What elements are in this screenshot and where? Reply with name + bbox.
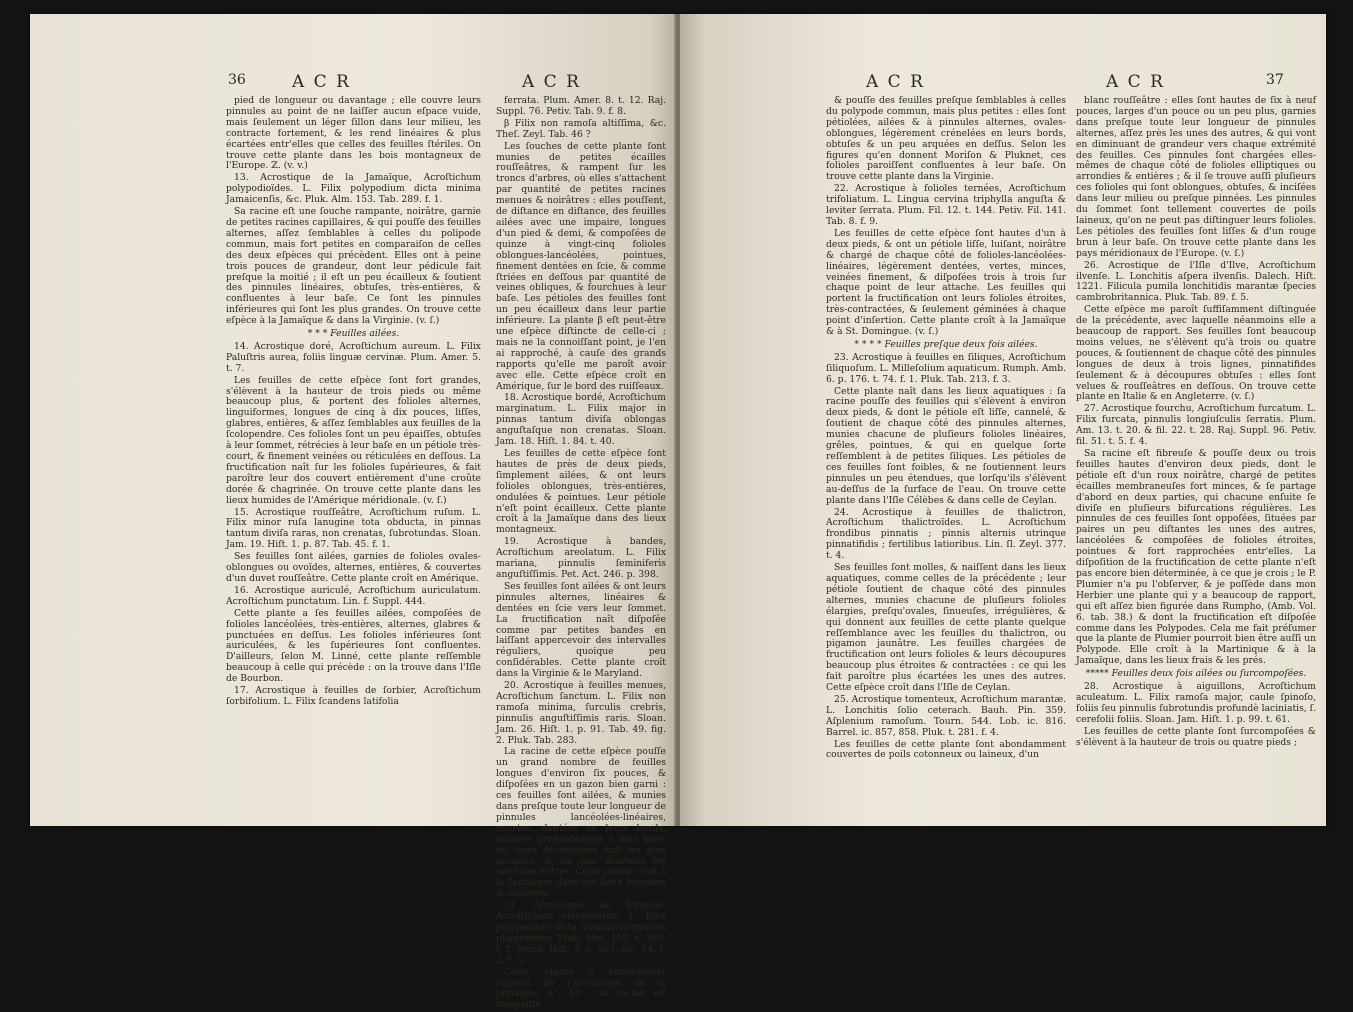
entry-paragraph: Ses feuilles ſont molles, & naiſſent dans les lieux aquatiques, comme celles de la précédente ; leur pétiole ſoutient de chaque côté des pinnules alternes, munies chacune de pluſieurs folioles élargies, preſqu'ovales, ſinueuſes, irrégulières, & qui donnent aux feuilles de cette plante quelque reſſemblance avec les feuilles du thalictron, ou pigamon jaunâtre. Les feuilles chargées de fructification ont leurs folioles & leurs découpures beaucoup plus étroites & contractées : ce qui les fait paroître plus écartées les unes des autres. Cette eſpèce croît dans l'Iſle de Ceylan.: [826, 562, 1066, 694]
page-number: 37: [1266, 72, 1284, 88]
entry-paragraph: 16. Acrostique auriculé, Acroſtichum auriculatum. Acroſtichum punctatum. Lin. f. Suppl. 444.: [226, 584, 481, 607]
entry-paragraph: 21. Acrostique de Virginie, Acroſtichum platyneuron. L. Filix polypodium dicta minima virginiana platyneuros. Pluk. Alm. 153. t. 289. f. 2. Moriſ. Hiſt. 3. p. 563. ſec. 14. t. 2. f. 5.: [496, 900, 666, 966]
running-head: A C R: [866, 72, 925, 92]
entry-paragraph: Sa racine eſt fibreuſe & pouſſe deux ou trois feuilles hautes d'environ deux pieds, dont le pétiole eſt d'un roux noirâtre, chargé de petites écailles membraneuſes fort minces, & ſe partage d'abord en deux parties, qui chacune enſuite ſe diviſe en pluſieurs bifurcations régulières. Les pinnules de ces feuilles ſont oppoſées, ſituées par paires un peu diſtantes les unes des autres, lancéolées & compoſées de folioles étroites, pointues & fort rapprochées entr'elles. La diſpoſition de la fructification de cette plante n'eſt pas encore bien déterminée, à ce que je crois ; le P. Plumier n'a pu l'obſerver, & je poſſède dans mon Herbier une plante qui y a beaucoup de rapport, qui eſt aſſez bien figurée dans Rumpho, (Amb. Vol. 6. tab. 38.) & dont la fructification eſt diſpoſée comme dans les Polypodes. Cela me fait préſumer que la plante de Plumier pourroit bien être auſſi un Polypode. Elle croît à la Martinique & à la Jamaïque, dans les lieux frais & les prés.: [1076, 448, 1316, 667]
entry-paragraph: 15. Acrostique rouſſeâtre, Acroſtichum ruſum. L. Filix minor ruſa lanugine tota obducta, in pinnas tantum diviſa raras, non crenatas, ſubrotundas. Sloan. Jam. 19. Hiſt. 1. p. 87. Tab. 45. f. 1.: [226, 506, 481, 551]
entry-paragraph: Les feuilles de cette eſpèce ſont fort grandes, s'élèvent à la hauteur de trois pieds ou même beaucoup plus, & portent des folioles alternes, linguiformes, longues de cinq à dix pouces, liſſes, glabres, entières, & aſſez ſemblables aux feuilles de la ſcolopendre. Ces folioles ſont un peu épaiſſes, obtuſes à leur ſommet, rétrécies à leur baſe en un pétiole très-court, & finement veinées ou réticulées en deſſous. La fructification naît ſur les folioles ſupérieures, & fait paroître leur dos couvert entièrement d'une croûte dorée & chagrinée. On trouve cette plante dans les lieux humides de l'Amérique méridionale. (v. ſ.): [226, 374, 481, 506]
entry-paragraph: 20. Acrostique à feuilles menues, Acroſtichum ſanctum. L. Filix non ramoſa minima, ſurculis crebris, pinnulis anguſtiſſimis raris. Sloan. Jam. 26. Hiſt. 1. p. 91. Tab. 49. fig. 2. Pluk. Tab. 283.: [496, 680, 666, 746]
entry-paragraph: 27. Acrostique fourchu, Acroſtichum furcatum. L. Filix furcata, pinnulis longiuſculis ſerratis. Plum. Am. 13. t. 20. & fil. 22. t. 28. Raj. Suppl. 96. Petiv. fil. 51. t. 5. f. 4.: [1076, 403, 1316, 448]
text-column: [226, 96, 481, 709]
entry-paragraph: Les feuilles de cette eſpèce ſont hautes d'un à deux pieds, & ont un pétiole liſſe, luiſant, noirâtre & chargé de chaque côté de folioles-lancéolées-linéaires, légèrement dentées, vertes, minces, veinées finement, & diſpoſées trois à trois ſur chaque point de leur attache. Les feuilles qui portent la fructification ont leurs folioles étroites, très-contractées, & ſeulement géminées à chaque point d'inſertion. Cette plante croît à la Jamaïque & à St. Domingue. (v. ſ.): [826, 227, 1066, 338]
entry-paragraph: Cette plante naît dans les lieux aquatiques : ſa racine pouſſe des feuilles qui s'élèvent à environ deux pieds, & dont le pétiole eſt liſſe, cannelé, & ſoutient de chaque côté des pinnules alternes, munies chacune de pluſieurs folioles linéaires, grêles, pointues, & qui en quelque ſorte reſſemblent à de petites ſiliques. Les pétioles de ces feuilles ſont foibles, & ne ſoutiennent leurs pinnules un peu étendues, que lorſqu'ils s'élèvent au-deſſus de la ſurface de l'eau. On trouve cette plante dans l'Iſle Célèbes & dans celle de Ceylan.: [826, 385, 1066, 506]
section-heading: * * * * Feuilles preſque deux fois ailées.: [854, 338, 1038, 350]
running-head: A C R: [522, 72, 581, 92]
entry-paragraph: Les feuilles de cette plante ſont ſurcompoſées & s'élèvent à la hauteur de trois ou quatre pieds ;: [1076, 725, 1316, 748]
entry-paragraph: 23. Acrostique à feuilles en ſiliques, Acroſtichum ſiliquoſum. L. Milleſolium aquaticum. Rumph. Amb. 6. p. 176. t. 74. f. 1. Pluk. Tab. 213. f. 3.: [826, 351, 1066, 385]
entry-paragraph: 28. Acrostique à aiguillons, Acroſtichum aculeatum. L. Filix ramoſa major, caule ſpinoſo, foliis ſeu pinnulis ſubrotundis profundè laciniatis, ſ. cerefolii foliis. Sloan. Jam. Hiſt. 1. p. 99. t. 61.: [1076, 681, 1316, 725]
entry-paragraph: Cette eſpèce me paroît ſuffiſamment diſtinguée de la précédente, avec laquelle néanmoins elle a beaucoup de rapport. Ses feuilles ſont beaucoup moins velues, ne s'élèvent qu'à trois ou quatre pouces, & ſoutiennent de chaque côté des pinnules longues de deux à trois lignes, pinnatifides ſeulement & à découpures obtuſes : elles ſont velues & rouſſeâtres en deſſous. On trouve cette plante en Italie & en Angleterre. (v. ſ.): [1076, 304, 1316, 403]
section-heading: ***** Feuilles deux fois ailées ou ſurcompoſées.: [1085, 668, 1307, 680]
entry-paragraph: 22. Acrostique à folioles ternées, Acroſtichum trifoliatum. L. Lingua cervina triphylla anguſta & leviter ſerrata. Plum. Fil. 12. t. 144. Petiv. Fil. 141. Tab. 8. f. 9.: [826, 183, 1066, 227]
page-number: 36: [228, 72, 246, 88]
running-head: A C R: [1106, 72, 1165, 92]
section-heading: * * * Feuilles ailées.: [307, 328, 400, 340]
entry-paragraph: ferrata. Plum. Amer. 8. t. 12. Raj. Suppl. 76. Petiv. Tab. 9. f. 8.: [496, 95, 666, 117]
entry-paragraph: Les feuilles de cette plante ſont abondamment couvertes de poils cotonneux ou laineux, d'un: [826, 738, 1066, 761]
left-page: [30, 14, 676, 1011]
running-head: A C R: [292, 72, 351, 92]
entry-paragraph: 14. Acrostique doré, Acroſtichum aureum. L. Filix Paluſtris aurea, foliis linguæ cervinæ. Plum. Amer. 5. t. 7.: [226, 340, 481, 374]
entry-paragraph: 17. Acrostique à feuilles de ſorbier, Acroſtichum ſorbifolium. L. Filix ſcandens latifolia: [226, 685, 481, 707]
entry-paragraph: 13. Acrostique de la Jamaïque, Acroſtichum polypodioïdes. L. Filix polypodium dicta minima Jamaicenſis, &c. Pluk. Alm. 153. Tab. 289. f. 1.: [226, 172, 481, 206]
left-page-header: [30, 72, 676, 94]
book-spread: [30, 14, 1326, 1011]
entry-paragraph: pied de longueur ou davantage ; elle couvre leurs pinnules au point de ne laiſſer aucun eſpace vuide, mais ſeulement un léger ſillon dans leur milieu, les contracte fortement, & les rend linéaires & plus écartées entr'elles que celles des feuilles ſtériles. On trouve cette plante dans les bois montagneux de l'Europe. ℤ. (v. v.): [226, 95, 481, 172]
right-page-header: [680, 72, 1326, 94]
entry-paragraph: 25. Acrostique tomenteux, Acroſtichum marantæ. L. Lonchitis ſolio ceterach. Bauh. Pin. 359. Aſplenium ramoſum. Tourn. 544. Lob. ic. 816. Barrel. ic. 857, 858. Pluk. t. 281. f. 4.: [826, 693, 1066, 738]
entry-paragraph: 26. Acrostique de l'Iſle d'Ilve, Acroſtichum ilvenſe. L. Lonchitis aſpera ilvenſis. Dalech. Hiſt. 1221. Filicula pumila lonchitidis marantæ ſpecies cambrobritannica. Pluk. Tab. 89. f. 5.: [1076, 259, 1316, 304]
entry-paragraph: Cette plante a ſes feuilles ailées, compoſées de folioles lancéolées, très-entières, alternes, glabres & punctuées en deſſus. Les folioles inférieures ſont auriculées, & les ſupérieures ſont confluentes. D'ailleurs, ſelon M. Linné, cette plante reſſemble beaucoup à celle qui précède : on la trouve dans l'Iſle de Bourbon.: [226, 607, 481, 685]
entry-paragraph: 19. Acrostique à bandes, Acroſtichum areolatum. L. Filix mariana, pinnulis ſeminiferis anguſtiſſimis. Pet. Act. 246. p. 398.: [496, 536, 666, 580]
entry-paragraph: 24. Acrostique à feuilles de thalictron, Acroſtichum thalictroïdes. L. Acroſtichum frondibus pinnatis ; pinnis alternis utrinque pinnatifidis ; fertilibus latioribus. Lin. ſl. Zeyl. 377. t. 4.: [826, 506, 1066, 562]
text-column: [1076, 96, 1316, 749]
entry-paragraph: Sa racine eſt une ſouche rampante, noirâtre, garnie de petites racines capillaires, & qui pouſſe des feuilles alternes, aſſez ſemblables à celles du polipode commun, mais fort petites en comparaiſon de celles des deux eſpèces qui précèdent. Elles ont à peine trois pouces de grandeur, dont leur pédicule fait preſque la moitié ; il eſt un peu écailleux & ſoutient des pinnules linéaires, obtuſes, très-entières, & confluentes à leur baſe. Ce ſont les pinnules inférieures qui ſont les plus grandes. On trouve cette eſpèce à la Jamaïque & dans la Virginie. (v. ſ.): [226, 206, 481, 327]
entry-paragraph: Ses feuilles ſont ailées, garnies de folioles ovales-oblongues ou ovoïdes, alternes, entières, & couvertes d'un duvet rouſſeâtre. Cette plante croît en Amérique.: [226, 551, 481, 584]
entry-paragraph: Les feuilles de cette eſpèce ſont hautes de près de deux pieds, ſimplement ailées, & ont leurs folioles oblongues, très-entières, ondulées & pointues. Leur pétiole n'eſt point écailleux. Cette plante croît à la Jamaïque dans des lieux montagneux.: [496, 448, 666, 536]
entry-paragraph: 18. Acrostique bordé, Acroſtichum marginatum. L. Filix major in pinnas tantum diviſa oblongas anguſtaſque non crenatas. Sloan. Jam. 18. Hiſt. 1. 84. t. 40.: [496, 392, 666, 448]
entry-paragraph: Les ſouches de cette plante ſont munies de petites écailles rouſſeâtres, & rampent ſur les troncs d'arbres, où elles s'attachent par quantité de petites racines menues & noirâtres : elles pouſſent, de diſtance en diſtance, des feuilles ailées avec une impaire, longues d'un pied & demi, & compoſées de quinze à vingt-cinq folioles oblongues-lancéolées, pointues, finement dentées en ſcie, & comme ſtriées en deſſous par quantité de veines obliques, & fourchues à leur baſe. Les pétioles des feuilles ſont un peu écailleux dans leur partie inférieure. La plante β eſt peut-être une eſpèce diſtincte de celle-ci ; mais ne la connoiſſant point, je l'en ai rapproché, à cauſe des grands rapports qu'elle me paroît avoir avec elle. Cette eſpèce croît en Amérique, ſur le bord des ruiſſeaux.: [496, 140, 666, 392]
entry-paragraph: La racine de cette eſpèce pouſſe un grand nombre de feuilles longues d'environ ſix pouces, & diſpoſées en un gazon bien garni : ces feuilles ſont ailées, & munies dans preſque toute leur longueur de pinnules lancéolées-linéaires, courtes, dentées en leurs bords, inciſées profondément à leur baſe, où leurs découpures ſont les plus grandes, & un peu écartées les unes des autres. Cette plante croît à la Jamaïque dans les lieux humides & couverts.: [496, 746, 666, 900]
entry-paragraph: β Filix non ramoſa altiſſima, &c. Theſ. Zeyl. Tab. 46 ?: [496, 117, 666, 140]
text-column: [496, 96, 666, 1012]
entry-paragraph: Cette plante a entièrement l'aſpect de l'Acroſtique de la Jamaïque n°. 13 : ſa racine eſt rampante: [496, 966, 666, 1011]
text-column: [826, 96, 1066, 762]
entry-paragraph: & pouſſe des feuilles preſque ſemblables à celles du polypode commun, mais plus petites : elles ſont pétiolées, ailées & à pinnules alternes, ovales-oblongues, légèrement crénelées en leurs bords, obtuſes & un peu arquées en deſſus. Selon les figures qu'en donnent Moriſon & Pluknet, ces folioles paroiſſent confluentes à leur baſe. On trouve cette plante dans la Virginie.: [826, 95, 1066, 183]
entry-paragraph: Ses feuilles ſont ailées & ont leurs pinnules alternes, linéaires & dentées en ſcie vers leur ſommet. La fructification naît diſpoſée comme par petites bandes en laiſſant appercevoir des intervalles réguliers, quoique peu conſidérables. Cette plante croît dans la Virginie & le Maryland.: [496, 580, 666, 680]
entry-paragraph: blanc rouſſeâtre : elles ſont hautes de ſix à neuf pouces, larges d'un pouce ou un peu plus, garnies dans preſque toute leur longueur de pinnules alternes, aſſez près les unes des autres, & qui vont en diminuant de grandeur vers chaque extrémité des feuilles. Ces pinnules ſont chargées elles-mêmes de chaque côté de folioles elliptiques ou arrondies & entières ; & il ſe trouve auſſi pluſieurs ces folioles qui ſont oblongues, obtuſes, & inciſées dans leur milieu ou preſque pinnées. Les pinnules du ſommet ſont tellement couvertes de poils laineux, qu'on ne peut pas diſtinguer leurs folioles. Les pétioles des feuilles ſont liſſes & d'un rouge brun à leur baſe. On trouve cette plante dans les pays méridionaux de l'Europe. (v. ſ.): [1076, 95, 1316, 259]
right-page: [680, 14, 1326, 826]
